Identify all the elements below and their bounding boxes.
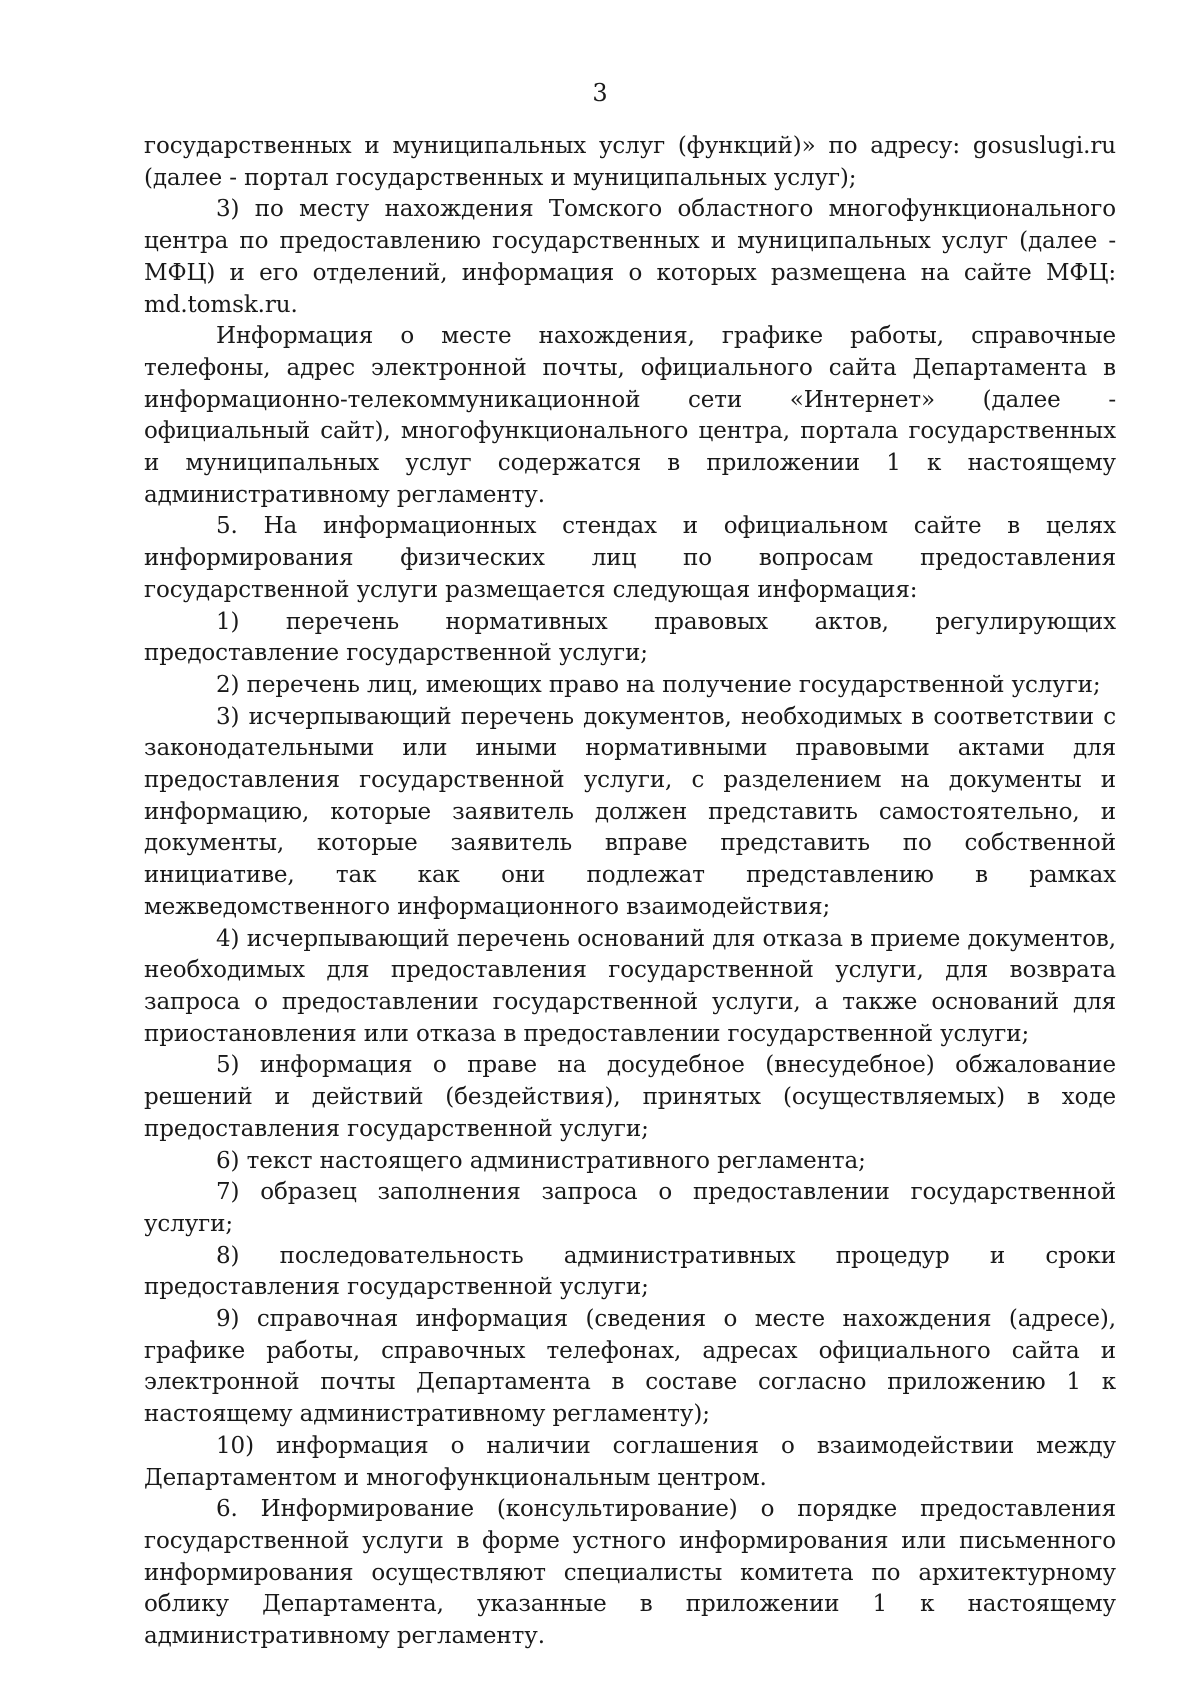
list-item-2: 2) перечень лиц, имеющих право на получение государственной услуги; (216, 671, 1101, 698)
list-item-8: 8) последовательность административных процедур и сроки предоставления государственной услуги; (144, 1242, 1116, 1301)
list-item-7: 7) образец заполнения запроса о предоставлении государственной услуги; (144, 1179, 1116, 1237)
document-body (144, 131, 1116, 1653)
paragraph-contact-info: Информация о месте нахождения, графике работы, справочные телефоны, адрес электронной почты, официального сайта Департамента в информационно-телекоммуникационной сети «Интернет» (далее - официальный сайт), многофункционального центра, портала государственных и муниципальных услуг содержатся в приложении 1 к настоящему административному регламенту. (144, 323, 1116, 508)
page-number: 3 (592, 79, 608, 107)
list-item-1: 1) перечень нормативных правовых актов, регулирующих предоставление государственной услуги; (144, 608, 1116, 667)
list-item-9: 9) справочная информация (сведения о месте нахождения (адресе), графике работы, справочных телефонах, адресах официального сайта и электронной почты Департамента в составе согласно приложению 1 к настоящему административному регламенту); (144, 1306, 1116, 1428)
paragraph-portal-continuation: государственных и муниципальных услуг (функций)» по адресу: gosuslugi.ru (далее - портал государственных и муниципальных услуг); (144, 133, 1116, 191)
list-item-3: 3) исчерпывающий перечень документов, необходимых в соответствии с законодательными или иными нормативными правовыми актами для предоставления государственной услуги, с разделением на документы и информацию, которые заявитель должен представить самостоятельно, и документы, которые заявитель вправе представить по собственной инициативе, так как они подлежат представлению в рамках межведомственного информационного взаимодействия; (144, 703, 1116, 920)
list-item-5: 5) информация о праве на досудебное (внесудебное) обжалование решений и действий (бездействия), принятых (осуществляемых) в ходе предоставления государственной услуги; (144, 1052, 1116, 1142)
list-item-6: 6) текст настоящего административного регламента; (216, 1147, 866, 1174)
paragraph-section-6: 6. Информирование (консультирование) о порядке предоставления государственной услуги в форме устного информирования или письменного информирования осуществляют специалисты комитета по архитектурному облику Департамента, указанные в приложении 1 к настоящему административному регламенту. (144, 1496, 1116, 1650)
paragraph-item-3-mfc: 3) по месту нахождения Томского областного многофункционального центра по предоставлению государственных и муниципальных услуг (далее - МФЦ) и его отделений, информация о которых размещена на сайте МФЦ: md.tomsk.ru. (144, 196, 1116, 318)
paragraph-section-5: 5. На информационных стендах и официальном сайте в целях информирования физических лиц по вопросам предоставления государственной услуги размещается следующая информация: (144, 513, 1116, 603)
list-item-10: 10) информация о наличии соглашения о взаимодействии между Департаментом и многофункциональным центром. (144, 1432, 1116, 1491)
list-item-4: 4) исчерпывающий перечень оснований для отказа в приеме документов, необходимых для предоставления государственной услуги, для возврата запроса о предоставлении государственной услуги, а также оснований для приостановления или отказа в предоставлении государственной услуги; (144, 925, 1116, 1047)
